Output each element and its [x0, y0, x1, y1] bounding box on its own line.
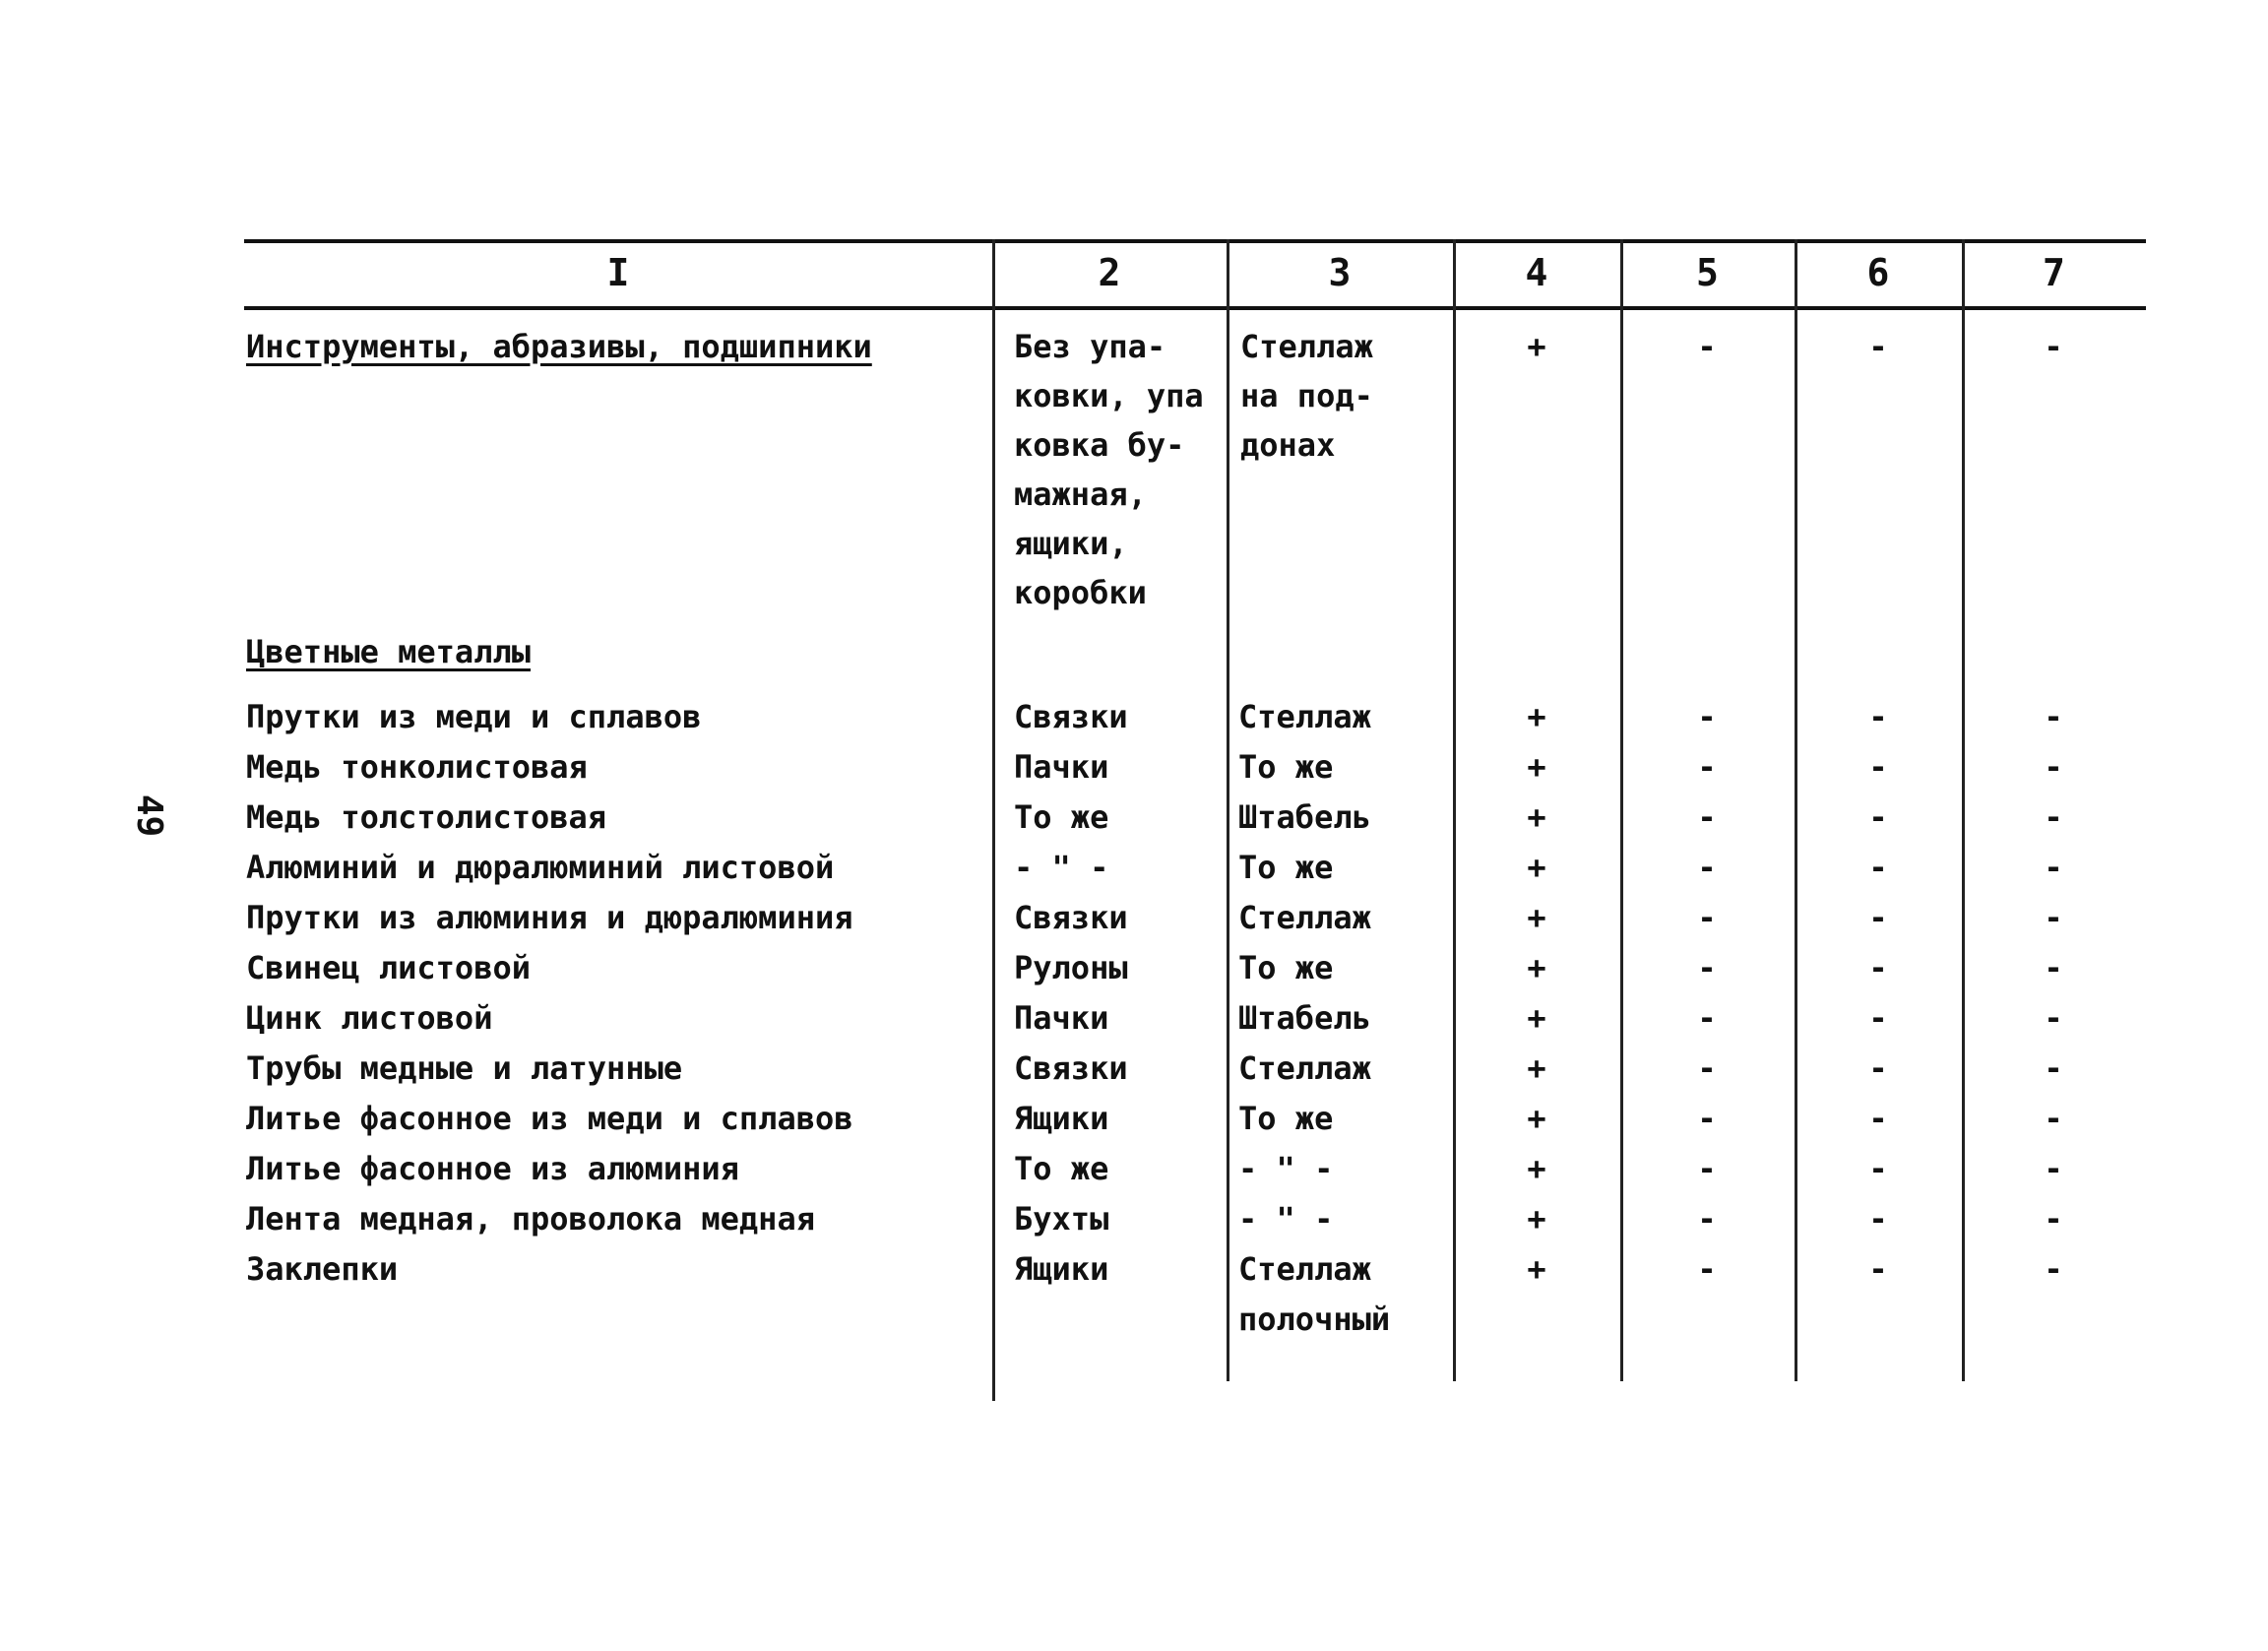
header-col-3: 3	[1328, 251, 1352, 294]
row-name: Литье фасонное из алюминия	[246, 1150, 739, 1187]
mark-col-7: -	[2044, 1049, 2063, 1087]
mark-col-5: -	[1697, 798, 1717, 836]
row-package: Пачки	[1014, 999, 1109, 1037]
package-line: коробки	[1014, 574, 1147, 611]
header-bottom-rule	[244, 306, 2146, 310]
row-storage: Стеллаж	[1238, 899, 1371, 936]
row-package: Ящики	[1014, 1250, 1109, 1288]
mark-col-7: -	[2044, 328, 2063, 365]
row-storage: Стеллаж	[1238, 698, 1371, 735]
mark-col-5: -	[1697, 849, 1717, 886]
mark-col-5: -	[1697, 999, 1717, 1037]
mark-col-4: +	[1527, 1250, 1546, 1288]
mark-col-6: -	[1868, 748, 1888, 786]
page-number: 49	[129, 794, 170, 838]
mark-col-7: -	[2044, 1100, 2063, 1137]
row-storage: Стеллаж	[1238, 1250, 1371, 1288]
package-line: мажная,	[1014, 476, 1147, 513]
row-package: То же	[1014, 1150, 1109, 1187]
row-storage: - " -	[1238, 1200, 1334, 1238]
row-package: Связки	[1014, 1049, 1128, 1087]
mark-col-4: +	[1527, 1100, 1546, 1137]
table-top-rule	[244, 239, 2146, 243]
row-package: Связки	[1014, 698, 1128, 735]
mark-col-4: +	[1527, 899, 1546, 936]
mark-col-4: +	[1527, 999, 1546, 1037]
package-line: ковки, упа	[1014, 377, 1204, 414]
mark-col-5: -	[1697, 949, 1717, 986]
mark-col-7: -	[2044, 698, 2063, 735]
storage-line: на под-	[1240, 377, 1373, 414]
mark-col-4: +	[1527, 328, 1546, 365]
mark-col-7: -	[2044, 748, 2063, 786]
row-name: Литье фасонное из меди и сплавов	[246, 1100, 853, 1137]
mark-col-6: -	[1868, 328, 1888, 365]
mark-col-5: -	[1697, 1100, 1717, 1137]
mark-col-5: -	[1697, 698, 1717, 735]
row-package: Рулоны	[1014, 949, 1128, 986]
row-name: Медь тонколистовая	[246, 748, 588, 786]
row-package: Бухты	[1014, 1200, 1109, 1238]
mark-col-5: -	[1697, 1250, 1717, 1288]
mark-col-7: -	[2044, 1250, 2063, 1288]
mark-col-7: -	[2044, 899, 2063, 936]
package-line: ящики,	[1014, 525, 1128, 562]
storage-line: донах	[1240, 426, 1336, 464]
row-storage: То же	[1238, 748, 1334, 786]
row-storage: - " -	[1238, 1150, 1334, 1187]
row-storage: То же	[1238, 1100, 1334, 1137]
mark-col-5: -	[1697, 899, 1717, 936]
row-name: Прутки из алюминия и дюралюминия	[246, 899, 853, 936]
mark-col-6: -	[1868, 999, 1888, 1037]
header-col-2: 2	[1098, 251, 1121, 294]
mark-col-6: -	[1868, 1049, 1888, 1087]
mark-col-7: -	[2044, 1150, 2063, 1187]
mark-col-5: -	[1697, 1150, 1717, 1187]
mark-col-4: +	[1527, 1150, 1546, 1187]
row-storage: То же	[1238, 949, 1334, 986]
mark-col-6: -	[1868, 698, 1888, 735]
header-col-1: I	[606, 251, 630, 294]
storage-line: Стеллаж	[1240, 328, 1373, 365]
mark-col-6: -	[1868, 1200, 1888, 1238]
row-package: То же	[1014, 798, 1109, 836]
mark-col-6: -	[1868, 1100, 1888, 1137]
mark-col-4: +	[1527, 1200, 1546, 1238]
row-package: Пачки	[1014, 748, 1109, 786]
mark-col-4: +	[1527, 748, 1546, 786]
header-col-6: 6	[1866, 251, 1890, 294]
mark-col-6: -	[1868, 949, 1888, 986]
package-line: Без упа-	[1014, 328, 1166, 365]
mark-col-4: +	[1527, 798, 1546, 836]
row-storage: Штабель	[1238, 798, 1371, 836]
row-name: Медь толстолистовая	[246, 798, 607, 836]
storage-table	[244, 239, 2146, 1401]
header-col-4: 4	[1525, 251, 1548, 294]
row-name: Цинк листовой	[246, 999, 493, 1037]
row-name: Трубы медные и латунные	[246, 1049, 683, 1087]
mark-col-4: +	[1527, 949, 1546, 986]
row-package: Ящики	[1014, 1100, 1109, 1137]
row-package: Связки	[1014, 899, 1128, 936]
mark-col-5: -	[1697, 748, 1717, 786]
row-storage-continued: полочный	[1238, 1301, 1391, 1338]
column-divider	[1227, 239, 1229, 1381]
mark-col-7: -	[2044, 798, 2063, 836]
mark-col-6: -	[1868, 849, 1888, 886]
mark-col-5: -	[1697, 1049, 1717, 1087]
column-divider	[1620, 239, 1623, 1381]
mark-col-4: +	[1527, 849, 1546, 886]
row-name: Алюминий и дюралюминий листовой	[246, 849, 835, 886]
header-col-5: 5	[1696, 251, 1719, 294]
mark-col-5: -	[1697, 328, 1717, 365]
package-line: ковка бу-	[1014, 426, 1185, 464]
mark-col-4: +	[1527, 698, 1546, 735]
section-title-nonferrous: Цветные металлы	[246, 633, 531, 670]
mark-col-6: -	[1868, 899, 1888, 936]
row-name: Свинец листовой	[246, 949, 531, 986]
column-divider	[992, 239, 995, 1401]
row-storage: Штабель	[1238, 999, 1371, 1037]
mark-col-7: -	[2044, 999, 2063, 1037]
row-storage: То же	[1238, 849, 1334, 886]
mark-col-5: -	[1697, 1200, 1717, 1238]
mark-col-7: -	[2044, 1200, 2063, 1238]
row-name: Прутки из меди и сплавов	[246, 698, 702, 735]
column-divider	[1962, 239, 1965, 1381]
column-divider	[1453, 239, 1456, 1381]
section-title-tools: Инструменты, абразивы, подшипники	[246, 328, 872, 365]
header-col-7: 7	[2043, 251, 2065, 294]
column-divider	[1795, 239, 1797, 1381]
row-storage: Стеллаж	[1238, 1049, 1371, 1087]
mark-col-4: +	[1527, 1049, 1546, 1087]
row-name: Лента медная, проволока медная	[246, 1200, 815, 1238]
mark-col-7: -	[2044, 949, 2063, 986]
row-name: Заклепки	[246, 1250, 399, 1288]
mark-col-6: -	[1868, 798, 1888, 836]
mark-col-7: -	[2044, 849, 2063, 886]
mark-col-6: -	[1868, 1250, 1888, 1288]
mark-col-6: -	[1868, 1150, 1888, 1187]
row-package: - " -	[1014, 849, 1109, 886]
